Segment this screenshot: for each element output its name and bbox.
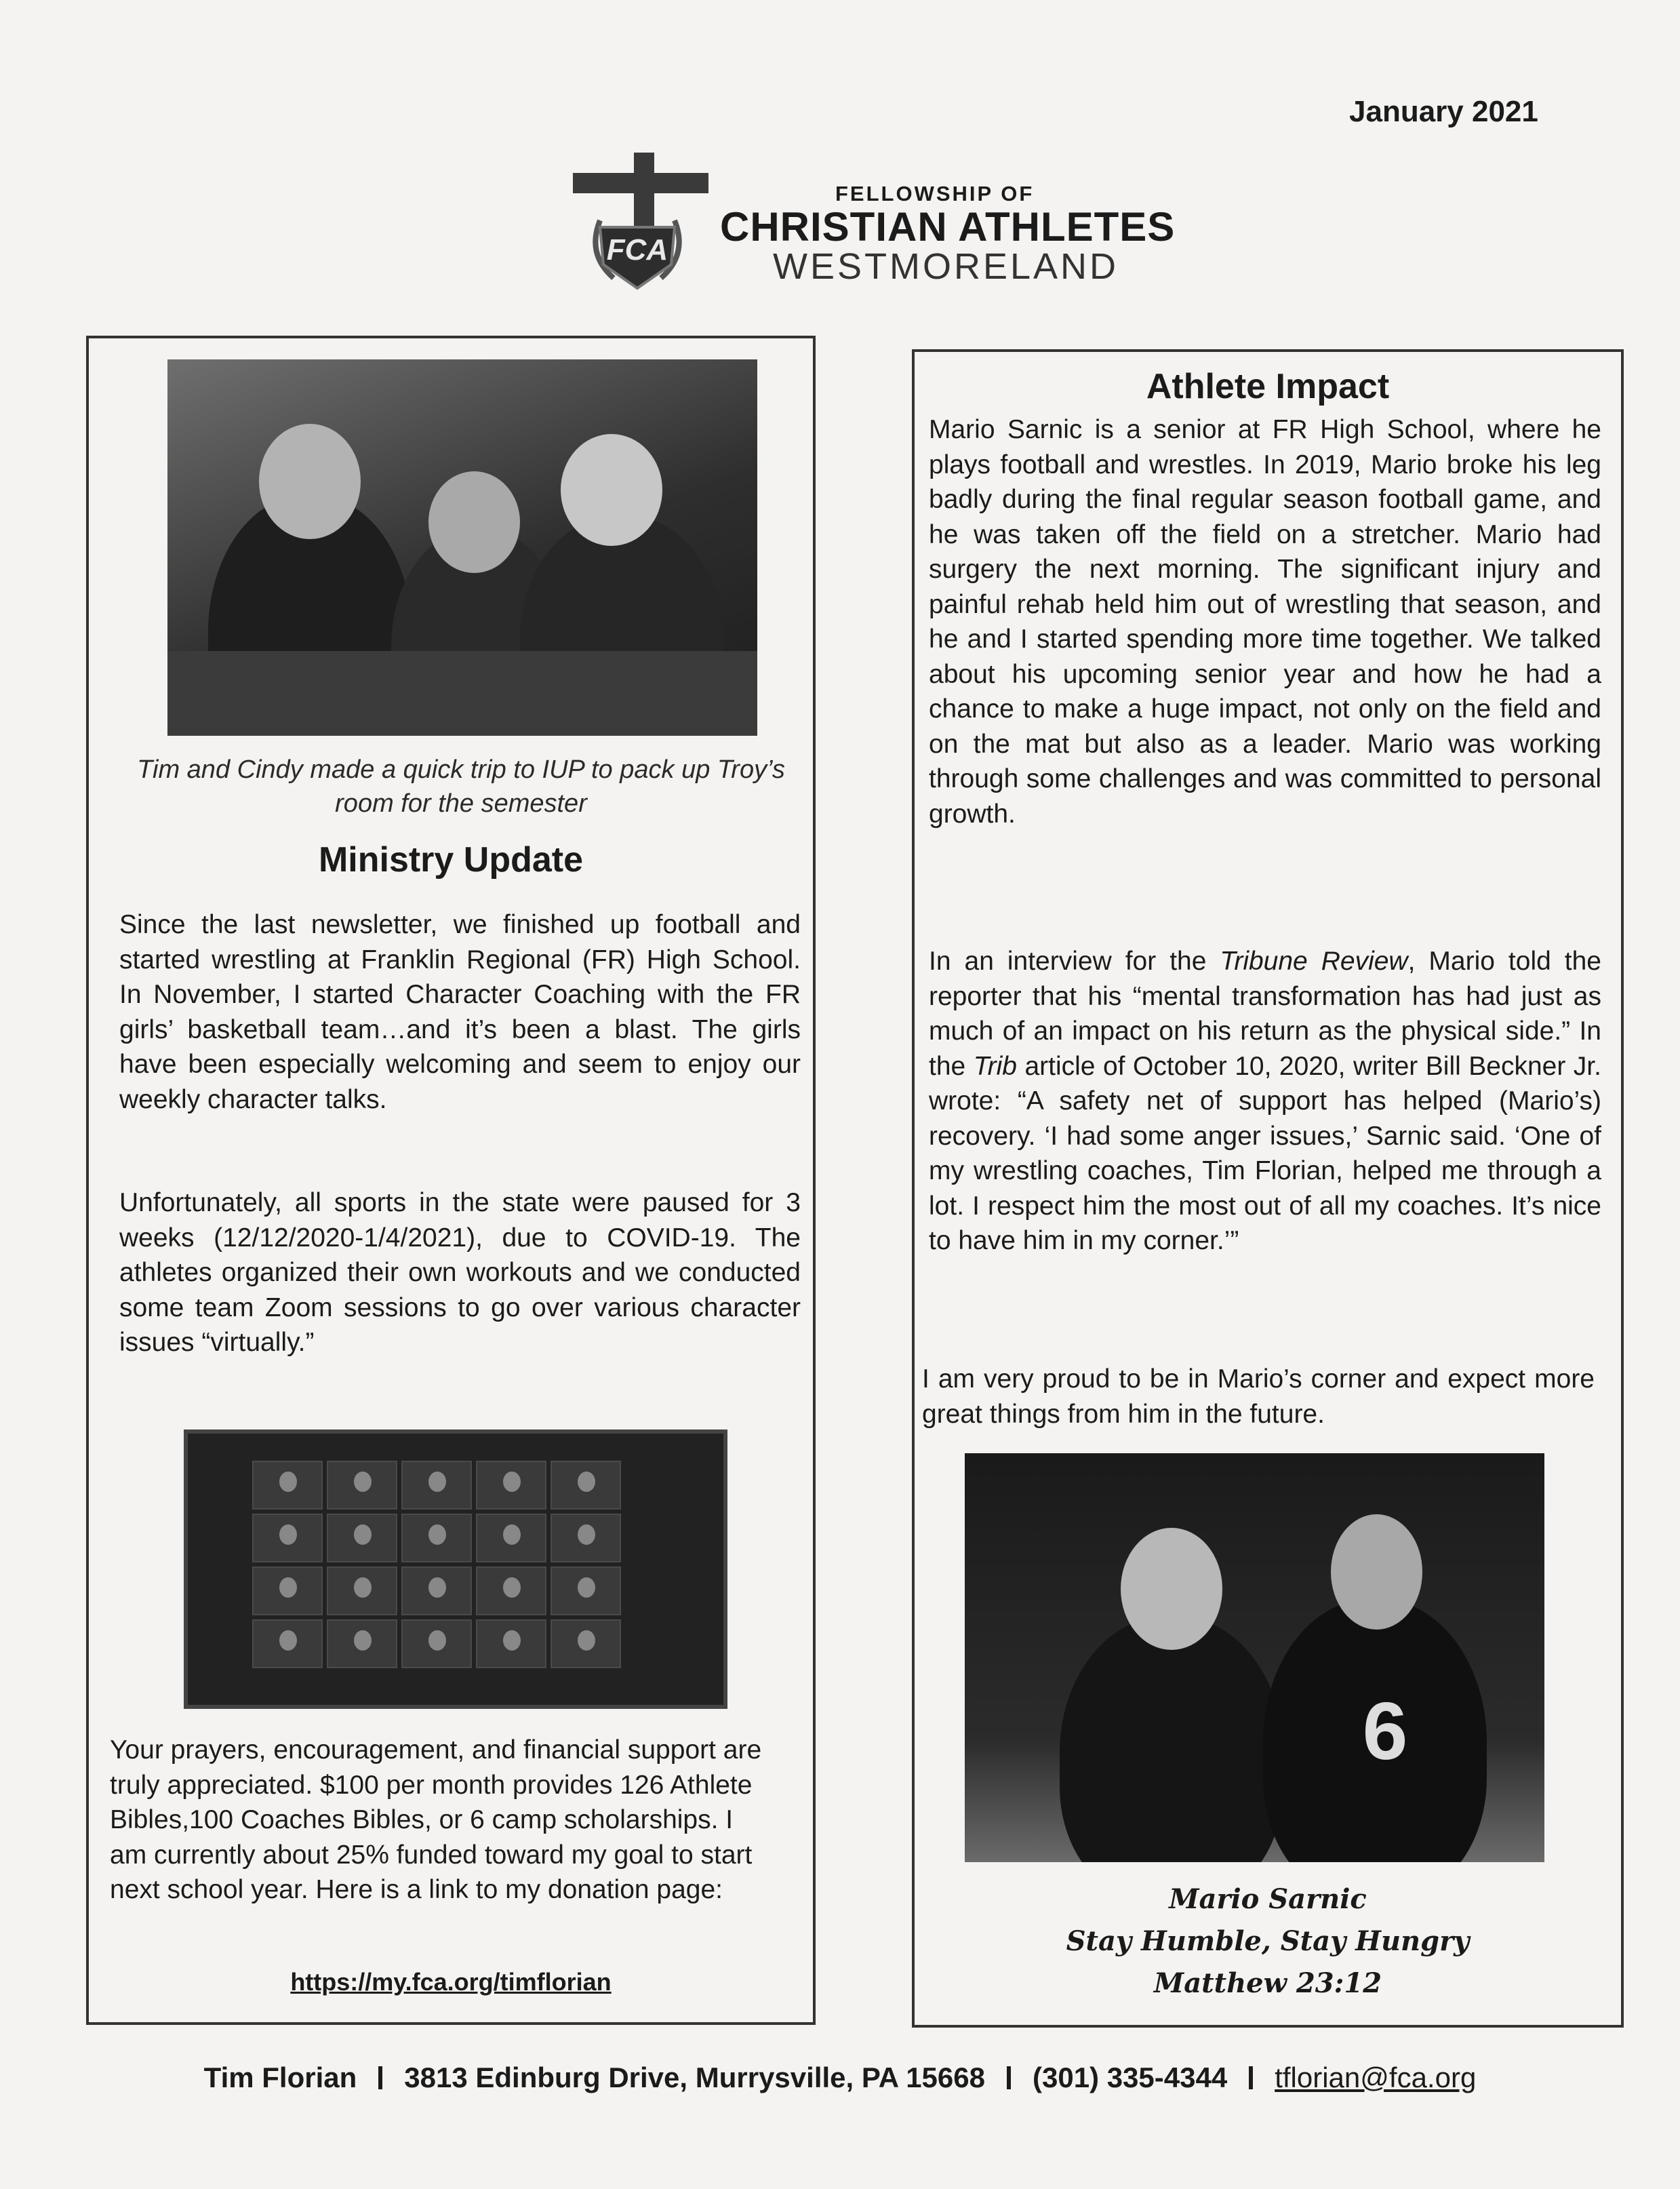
org-prefix: FELLOWSHIP OF	[835, 182, 1035, 205]
fca-logo-icon	[559, 146, 715, 295]
family-photo-caption: Tim and Cindy made a quick trip to IUP to pack up Troy’s room for the semester	[137, 755, 785, 818]
signature-motto: Stay Humble, Stay Hungry	[1066, 1925, 1470, 1957]
footer-phone: (301) 335-4344	[1032, 2062, 1228, 2093]
athlete-paragraph-3: I am very proud to be in Mario’s corner and expect more great things from him in the future.	[922, 1364, 1595, 1429]
footer-name: Tim Florian	[203, 2062, 357, 2093]
athlete-p2-text-a: In an interview for the	[929, 947, 1220, 976]
footer-divider	[378, 2066, 382, 2089]
ministry-paragraph-1: Since the last newsletter, we finished up football and started wrestling at Franklin Regional (FR) High School. In November, I started Character Coaching with the FR girls’ basketball team…and it’s been a blast. The girls have been especially welcoming and seem to enjoy our weekly character talks.	[119, 910, 801, 1114]
athlete-paragraph-2	[929, 944, 1601, 1259]
zoom-session-photo	[184, 1429, 727, 1709]
footer-divider	[1007, 2066, 1011, 2089]
donation-link[interactable]: https://my.fca.org/timflorian	[290, 1968, 612, 1996]
ministry-paragraph-2: Unfortunately, all sports in the state were paused for 3 weeks (12/12/2020-1/4/2021), due to COVID-19. The athletes organized their own workouts and we conducted some team Zoom sessions to go over various character issues “virtually.”	[119, 1188, 801, 1357]
family-photo	[167, 359, 757, 736]
athlete-paragraph-1: Mario Sarnic is a senior at FR High School, where he plays football and wrestles. In 2019, Mario broke his leg badly during the final regular season football game, and he was taken off the field on a stretcher. Mario had surgery the next morning. The significant injury and painful rehab held him out of wrestling that season, and he and I started spending more time together. We talked about his upcoming senior year and how he had a chance to make a huge impact, not only on the field and on the mat but also as a leader. Mario was working through some challenges and was committed to personal growth.	[929, 415, 1601, 829]
athlete-p2-text-c: article of October 10, 2020, writer Bill Beckner Jr. wrote: “A safety net of support has helped (Mario’s) recovery. ‘I had some anger issues,’ Sarnic said. ‘One of my wrestling coaches, Tim Florian, helped me through a lot. I respect him the most out of all my coaches. It’s nice to have him in my corner.’”	[929, 1051, 1601, 1255]
ministry-update-heading: Ministry Update	[318, 840, 584, 880]
contact-footer	[0, 2062, 1680, 2094]
signature-name: Mario Sarnic	[1169, 1883, 1367, 1915]
ministry-paragraph-3: Your prayers, encouragement, and financial support are truly appreciated. $100 per month provides 126 Athlete Bibles,100 Coaches Bibles, or 6 camp scholarships. I am currently about 25% funded toward my goal to start next school year. Here is a link to my donation page:	[110, 1735, 762, 1904]
athlete-signature	[912, 1878, 1624, 2005]
org-name: CHRISTIAN ATHLETES	[720, 204, 1176, 250]
newsletter-date: January 2021	[1349, 95, 1538, 128]
publication-short-name: Trib	[973, 1051, 1017, 1081]
athlete-impact-heading: Athlete Impact	[1146, 367, 1390, 406]
footer-email[interactable]: tflorian@fca.org	[1275, 2062, 1477, 2093]
org-region: WESTMORELAND	[773, 246, 1119, 287]
publication-name: Tribune Review	[1220, 947, 1408, 976]
footer-divider	[1249, 2066, 1253, 2089]
athlete-photo: 6	[965, 1453, 1544, 1862]
signature-verse: Matthew 23:12	[1153, 1967, 1382, 1999]
logo-text: FCA	[606, 233, 668, 267]
footer-address: 3813 Edinburg Drive, Murrysville, PA 15668	[404, 2062, 985, 2093]
athlete-p2-text-b: , Mario told the reporter that his “mental transformation has had just as much of an impact on his return as the physical side.” In the	[929, 947, 1601, 1081]
